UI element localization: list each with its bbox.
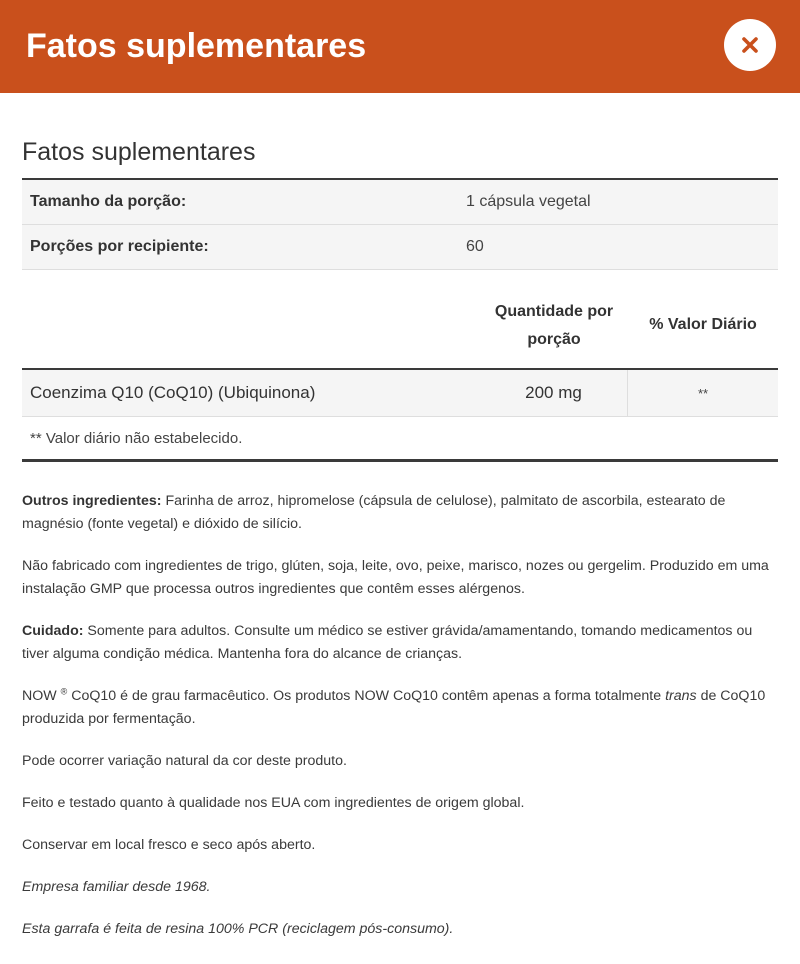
bottle-note-text: Esta garrafa é feita de resina 100% PCR (reciclagem pós-consumo). xyxy=(22,921,454,937)
modal-content xyxy=(0,93,800,941)
amount-header-line1: Quantidade por xyxy=(494,303,614,320)
storage-note: Conservar em local fresco e seco após aberto. xyxy=(22,837,316,853)
grade-note-trans: trans xyxy=(665,688,697,704)
caution-note xyxy=(22,620,778,666)
quality-note: Feito e testado quanto à qualidade nos EUA com ingredientes de origem global. xyxy=(22,795,525,811)
family-note xyxy=(22,876,778,899)
close-button[interactable] xyxy=(724,19,776,71)
nutrient-name: Coenzima Q10 (CoQ10) (Ubiquinona) xyxy=(30,383,316,402)
servings-per-container-label: Porções por recipiente: xyxy=(30,238,209,255)
table-footnote: ** Valor diário não estabelecido. xyxy=(22,417,778,462)
allergen-note: Não fabricado com ingredientes de trigo, glúten, soja, leite, ovo, peixe, marisco, nozes ou gergelim. Produzido em uma instalação GMP que processa outros ingredientes que contêm esses alérgenos. xyxy=(22,558,769,597)
section-title: Fatos suplementares xyxy=(22,138,256,166)
other-ingredients-text: Farinha de arroz, hipromelose (cápsula de celulose), palmitato de ascorbila, estearato de magnésio (fonte vegetal) e dióxido de silício. xyxy=(22,493,726,532)
serving-info-table xyxy=(22,178,778,270)
daily-value-header: % Valor Diário xyxy=(649,316,757,333)
other-ingredients-label: Outros ingredientes: xyxy=(22,493,162,509)
bottle-note xyxy=(22,918,778,941)
serving-size-row xyxy=(22,180,778,225)
modal-header xyxy=(0,0,800,93)
serving-size-label: Tamanho da porção: xyxy=(30,193,187,210)
brand-name: NOW xyxy=(22,688,57,704)
registered-mark: ® xyxy=(60,686,68,697)
table-row xyxy=(22,370,778,417)
nutrient-amount: 200 mg xyxy=(480,370,628,416)
other-ingredients xyxy=(22,490,778,536)
family-note-text: Empresa familiar desde 1968. xyxy=(22,879,211,895)
amount-header-line2: porção xyxy=(527,331,581,348)
caution-text: Somente para adultos. Consulte um médico se estiver grávida/amamentando, tomando medicamentos ou tiver alguma condição médica. Mantenha fora do alcance de crianças. xyxy=(22,623,753,662)
nutrient-daily-value: ** xyxy=(697,385,709,401)
close-icon xyxy=(740,35,760,55)
serving-size-value: 1 cápsula vegetal xyxy=(466,193,591,210)
servings-per-container-value: 60 xyxy=(466,238,484,255)
caution-label: Cuidado: xyxy=(22,623,84,639)
grade-note-text2: de CoQ10 produzida por fermentação. xyxy=(22,688,766,727)
servings-per-container-row xyxy=(22,225,778,270)
grade-note-text1: CoQ10 é de grau farmacêutico. Os produtos NOW CoQ10 contêm apenas a forma totalmente xyxy=(71,688,662,704)
grade-note xyxy=(22,685,778,731)
color-variation-note: Pode ocorrer variação natural da cor deste produto. xyxy=(22,753,347,769)
modal-title: Fatos suplementares xyxy=(26,27,367,65)
nutrient-table-header xyxy=(22,270,778,370)
amount-per-serving-header xyxy=(480,298,628,354)
